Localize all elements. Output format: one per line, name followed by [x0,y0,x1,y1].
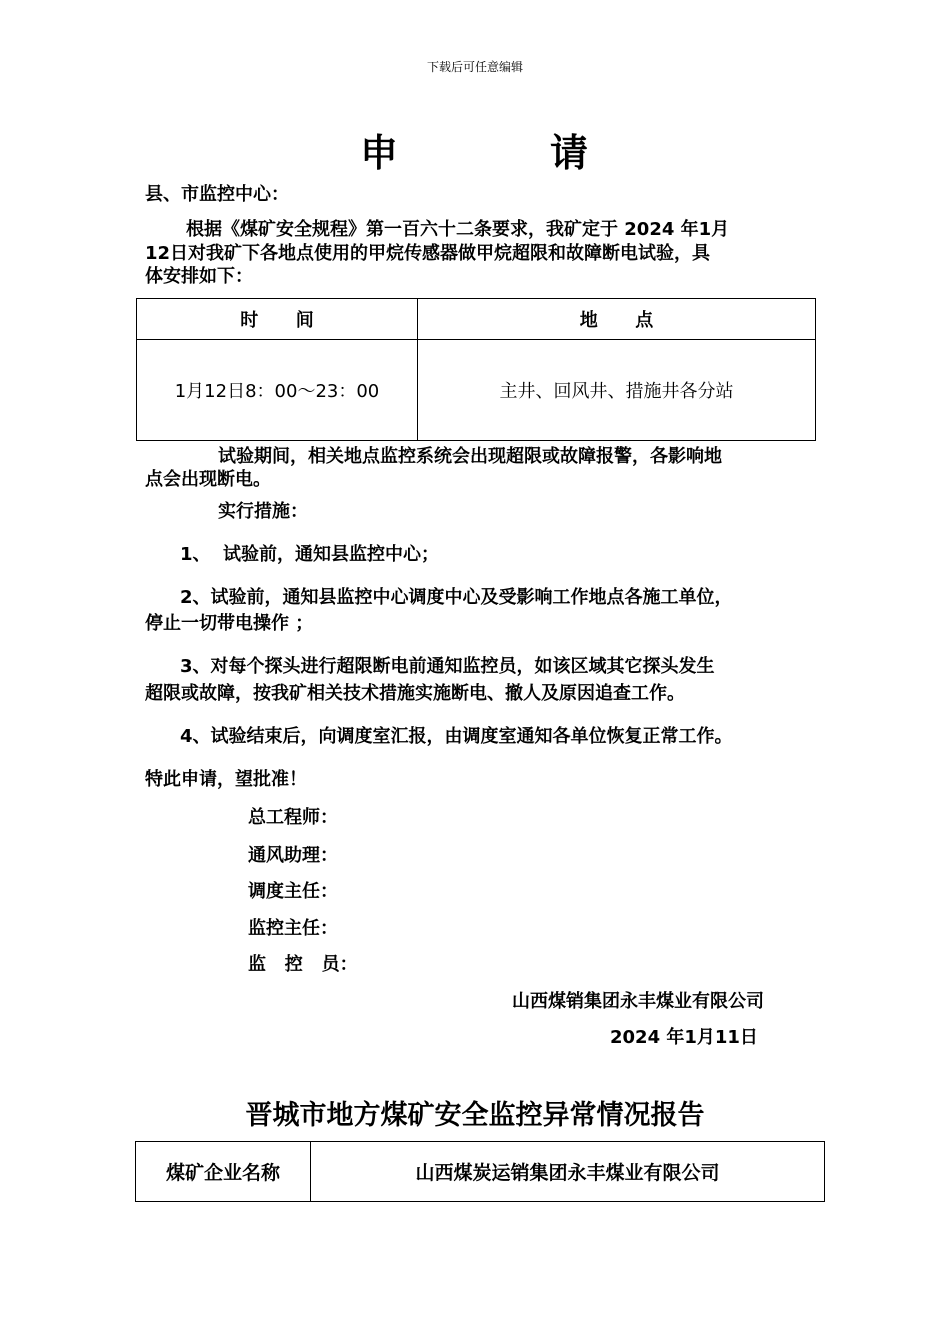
header-note: 下载后可任意编辑 [426,60,523,74]
intro-line-3: 体安排如下： [145,266,253,287]
report-label: 煤矿企业名称 [136,1142,311,1202]
schedule-header-row [137,299,816,340]
measure-2-line-2: 停止一切带电操作 ； [145,613,314,634]
notice-line-2: 点会出现断电。 [145,469,271,490]
header-location: 地 点 [418,299,816,340]
title-char-left: 申 [359,131,400,175]
schedule-location: 主井、回风井、措施井各分站 [418,340,816,441]
schedule-row [137,340,816,441]
measure-3-line-2: 超限或故障，按我矿相关技术措施实施断电、撤人及原因追查工作。 [145,683,685,704]
report-row [136,1142,825,1202]
measures-title: 实行措施： [218,501,308,522]
signature-monitor: 监 控 员： [248,954,358,975]
intro-line-1: 根据《煤矿安全规程》第一百六十二条要求，我矿定于 2024 年1月 [186,219,730,240]
header-time: 时 间 [137,299,418,340]
measure-4: 4、试验结束后，向调度室汇报，由调度室通知各单位恢复正常工作。 [180,726,733,747]
report-table [135,1141,825,1202]
intro-line-2: 12日对我矿下各地点使用的甲烷传感器做甲烷超限和故障断电试验，具 [145,243,711,264]
closing: 特此申请，望批准！ [145,769,307,790]
measure-2-line-1: 2、试验前，通知县监控中心调度中心及受影响工作地点各施工单位， [180,587,733,608]
schedule-time: 1月12日8：00～23：00 [137,340,418,441]
report-value: 山西煤炭运销集团永丰煤业有限公司 [311,1142,825,1202]
signature-chief-engineer: 总工程师： [248,807,338,828]
schedule-table [136,298,816,441]
document-title [0,122,950,177]
measure-1: 1、 试验前，通知县监控中心； [180,544,440,565]
report-title: 晋城市地方煤矿安全监控异常情况报告 [245,1100,705,1131]
signature-dispatch-director: 调度主任： [248,881,338,902]
measure-3-line-1: 3、对每个探头进行超限断电前通知监控员，如该区域其它探头发生 [180,656,715,677]
signature-ventilation-assistant: 通风助理： [248,845,338,866]
company-name: 山西煤销集团永丰煤业有限公司 [512,991,764,1012]
signature-monitoring-director: 监控主任： [248,918,338,939]
document-date: 2024 年1月11日 [610,1027,758,1048]
notice-line-1: 试验期间，相关地点监控系统会出现超限或故障报警，各影响地 [218,446,722,467]
addressee: 县、市监控中心： [145,184,289,205]
title-char-right: 请 [550,131,591,175]
